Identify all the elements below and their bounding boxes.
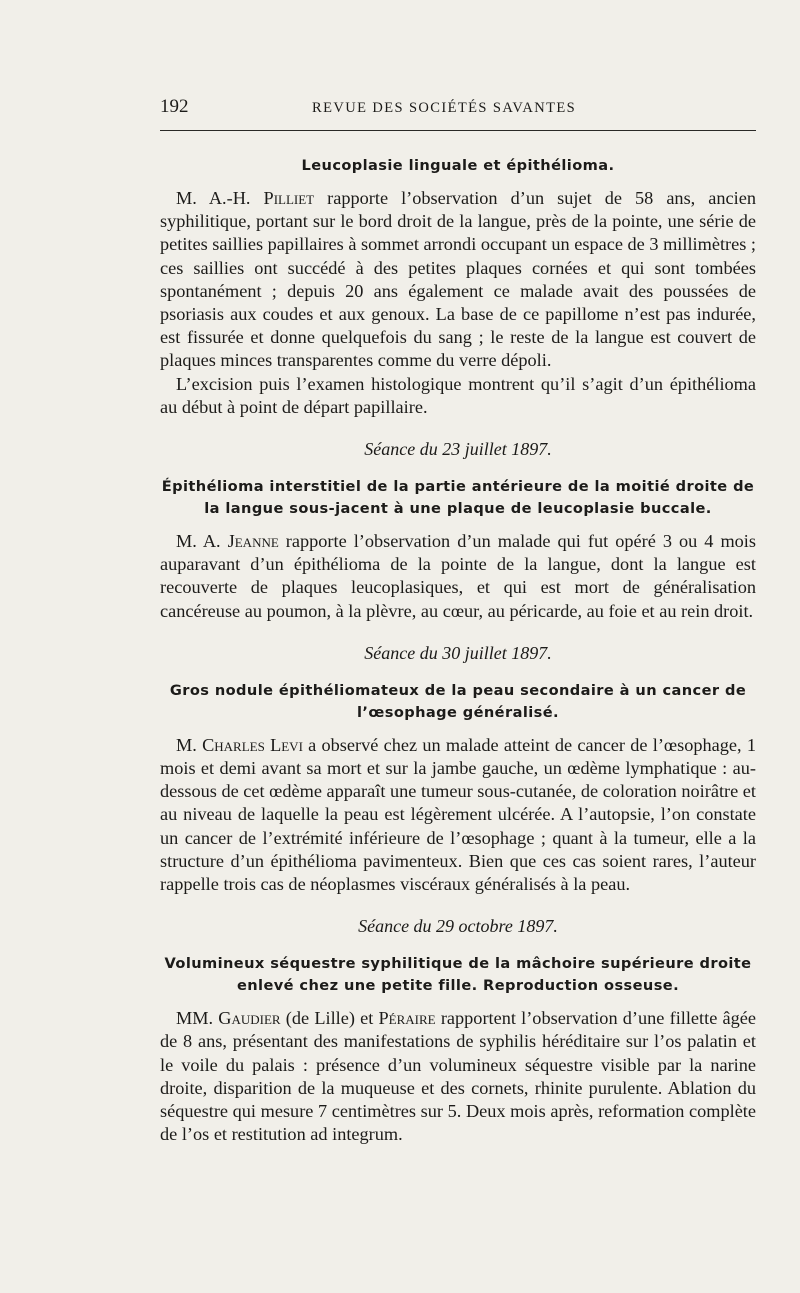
session-date: Séance du 30 juillet 1897. <box>364 642 552 663</box>
session-date: Séance du 29 octobre 1897. <box>358 916 558 937</box>
running-head-title: REVUE DES SOCIÉTÉS SAVANTES <box>312 100 577 116</box>
section-nodule-epitheliomateux <box>160 643 756 896</box>
paragraph <box>160 187 756 373</box>
paragraph: L’excision puis l’examen histologique montrent qu’il s’agit d’un épithélioma au début à point de départ papillaire. <box>160 373 756 417</box>
section-title: Gros nodule épithéliomateux de la peau secondaire à un cancer de l’œsophage généralisé. <box>169 681 747 721</box>
paragraph-text: rapporte l’observation d’un sujet de 58 ans, ancien syphilitique, portant sur le bord droit de la langue, près de la pointe, une série de petites saillies papillaires à sommet arrondi occupant un espace de 3 millimètres ; ces saillies ont succédé à des petites plaques cornées et qui sont tombées spontanément ; depuis 20 ans également ce malade avait des poussées de psoriasis aux coudes et aux genoux. La base de ce papillome n’est pas indurée, est fissurée et donne quelquefois du sang ; le reste de la langue est couvert de plaques minces transparentes comme du verre dépoli. <box>160 188 756 371</box>
running-head <box>160 96 756 126</box>
section-title: Volumineux séquestre syphilitique de la mâchoire supérieure droite enlevé chez une petite fille. Reproduction osseuse. <box>164 955 752 995</box>
page-number: 192 <box>160 96 189 117</box>
page <box>160 96 756 1146</box>
author-name: Jeanne <box>227 531 279 552</box>
paragraph-lead: M. A.-H. <box>176 188 264 208</box>
section-title: Épithélioma interstitiel de la partie antérieure de la moitié droite de la langue sous-jacent à une plaque de leucoplasie buccale. <box>161 478 755 518</box>
paragraph-mid: (de Lille) et <box>280 1008 379 1029</box>
author-name: Pilliet <box>263 188 315 208</box>
paragraph-lead: M. A. <box>176 531 228 552</box>
paragraph-text: rapportent l’observation d’une fillette âgée de 8 ans, présentant des manifestations de syphilis héréditaire sur l’os palatin et le voile du palais : présence d’un volumineux séquestre visible par la narine droite, disparition de la muqueuse et des cornets, rhinite purulente. Ablation du séquestre qui mesure 7 centimètres sur 5. Deux mois après, reformation complète de l’os et restitution ad integrum. <box>160 1008 756 1145</box>
paragraph <box>160 734 756 896</box>
paragraph-text: rapporte l’observation d’un malade qui fut opéré 3 ou 4 mois auparavant d’un épithélioma de la pointe de la langue, dont la langue est recouverte de plaques leucoplasiques, et qui est mort de généralisation cancéreuse au poumon, à la plèvre, au cœur, au péricarde, au foie et au rein droit. <box>160 531 756 621</box>
section-epithelioma-interstitiel <box>160 439 756 623</box>
paragraph-lead: M. <box>176 734 203 755</box>
paragraph-lead: MM. <box>176 1008 219 1029</box>
author-name: Charles Levi <box>202 734 303 755</box>
session-date: Séance du 23 juillet 1897. <box>364 439 552 460</box>
paragraph <box>160 1007 756 1146</box>
author-name: Gaudier <box>218 1008 281 1029</box>
section-title: Leucoplasie linguale et épithélioma. <box>301 157 615 174</box>
author-name: Péraire <box>378 1008 436 1029</box>
header-rule <box>160 130 756 131</box>
paragraph <box>160 530 756 623</box>
section-leucoplasie <box>160 155 756 419</box>
paragraph-text: a observé chez un malade atteint de cancer de l’œsophage, 1 mois et demi avant sa mort et sur la jambe gauche, un œdème lymphatique : au-dessous de cet œdème apparaît une tumeur sous-cutanée, de coloration noirâtre et au niveau de laquelle la peau est légèrement ulcérée. A l’autopsie, l’on constate un cancer de l’extrémité inférieure de l’œsophage ; quant à la tumeur, elle a la structure d’un épithélioma pavimenteux. Bien que ces cas soient rares, l’auteur rappelle trois cas de néoplasmes viscéraux généralisés à la peau. <box>160 734 756 895</box>
section-sequestre-syphilitique <box>160 916 756 1146</box>
